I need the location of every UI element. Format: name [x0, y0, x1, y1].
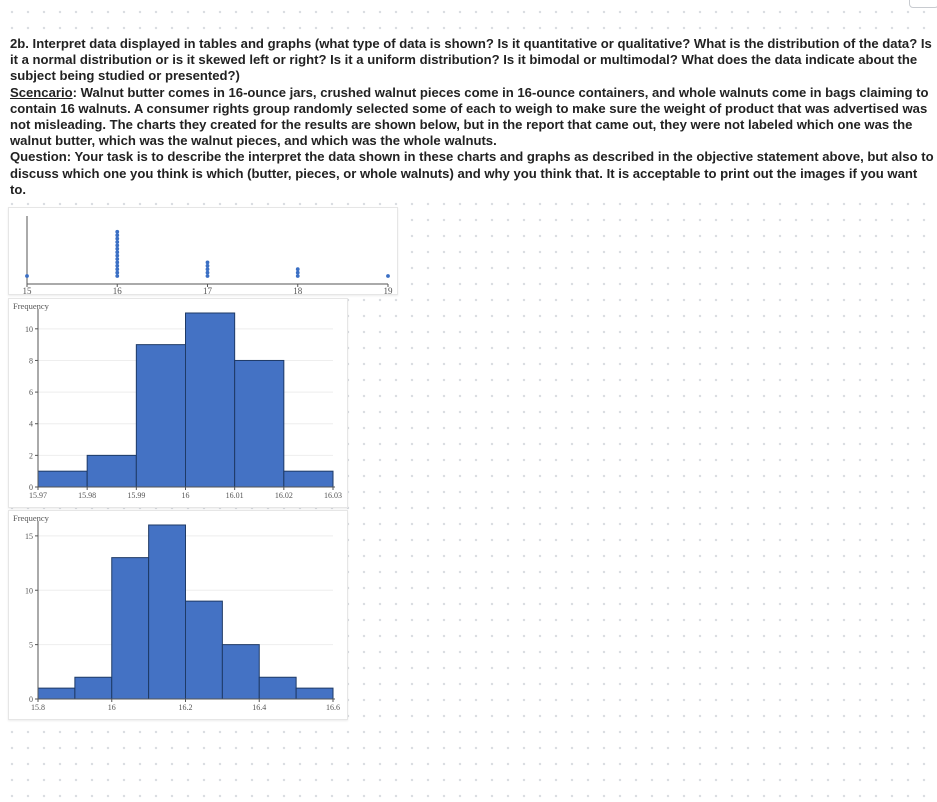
- dotplot-point: [115, 257, 119, 261]
- scenario-label: Scencario: [10, 84, 73, 100]
- hist2-y-tick-label: 0: [29, 695, 33, 704]
- dotplot-tick-label: 18: [293, 286, 303, 294]
- hist1-x-tick-label: 16.03: [324, 491, 342, 500]
- hist1-x-tick-label: 15.98: [78, 491, 97, 500]
- hist1-bar: [284, 471, 333, 487]
- histogram-1-chart: [9, 299, 347, 507]
- dotplot-point: [115, 237, 119, 241]
- dotplot-point: [386, 274, 390, 278]
- scenario-text: : Walnut butter comes in 16-ounce jars, crushed walnut pieces come in 16-ounce containers, and whole walnuts come in bags claiming to contain 16 walnuts. A consumer rights group randomly selected some of each to weigh to make sure the weight of product that was advertised was not misleading. The charts they created for the results are shown below, but in the report that came out, they were not labeled which one was the walnut butter, which was the walnut pieces, and which was the whole walnuts.: [10, 84, 929, 149]
- hist2-x-tick-label: 16.2: [178, 703, 193, 712]
- histogram-1-card: [8, 298, 348, 508]
- task-paragraph: Question: Your task is to describe the interpret the data shown in these charts and graphs as described in the objective statement above, but also to discuss which one you think is which (butter, pieces, or whole walnuts) and why you think that. It is acceptable to print out the images if you want to.: [10, 149, 934, 197]
- hist2-ylabel: Frequency: [13, 513, 49, 523]
- hist1-y-tick-label: 2: [29, 451, 33, 461]
- hist1-bar: [235, 360, 284, 487]
- hist1-bar: [136, 345, 185, 487]
- hist2-bar: [112, 558, 149, 699]
- dotplot-point: [206, 271, 210, 275]
- dotplot-tick-label: 16: [112, 286, 122, 294]
- dotplot-point: [115, 261, 119, 265]
- hist1-bar: [186, 313, 235, 487]
- histogram-2-card: [8, 510, 348, 720]
- hist2-bar: [222, 645, 259, 699]
- hist2-x-tick-label: 16.4: [252, 703, 267, 712]
- dotplot-tick-label: 15: [22, 286, 32, 294]
- dotplot-point: [206, 267, 210, 271]
- hist1-x-tick-label: 15.99: [127, 491, 146, 500]
- dotplot-point: [115, 254, 119, 258]
- hist2-bar: [38, 688, 75, 699]
- hist1-x-tick-label: 16.02: [274, 491, 293, 500]
- hist1-y-tick-label: 0: [29, 483, 33, 492]
- dotplot-point: [115, 250, 119, 254]
- dotplot-point: [115, 264, 119, 268]
- hist1-x-tick-label: 16.01: [225, 491, 244, 500]
- hist2-x-tick-label: 15.8: [31, 703, 45, 712]
- dotplot-point: [296, 271, 300, 275]
- hist2-bar: [75, 677, 112, 699]
- dotplot-chart: [9, 208, 397, 294]
- hist1-bar: [87, 455, 136, 487]
- hist1-bar: [38, 471, 87, 487]
- dotplot-point: [206, 274, 210, 278]
- hist2-y-tick-label: 15: [25, 531, 33, 541]
- dotplot-point: [25, 274, 29, 278]
- dotplot-point: [115, 267, 119, 271]
- hist2-y-tick-label: 5: [29, 640, 33, 650]
- dotplot-point: [115, 230, 119, 234]
- hist1-y-tick-label: 8: [29, 356, 33, 366]
- dotplot-point: [115, 247, 119, 251]
- histogram-2-chart: [9, 511, 347, 719]
- dotplot-point: [115, 240, 119, 244]
- dotplot-point: [115, 244, 119, 248]
- dotplot-point: [296, 267, 300, 271]
- hist1-y-tick-label: 4: [29, 419, 33, 429]
- dotplot-point: [206, 261, 210, 265]
- hist1-ylabel: Frequency: [13, 301, 49, 311]
- dotplot-point: [206, 264, 210, 268]
- hist1-x-tick-label: 16: [181, 491, 190, 500]
- dotplot-point: [115, 233, 119, 237]
- dotplot-point: [115, 274, 119, 278]
- hist1-x-tick-label: 15.97: [29, 491, 47, 500]
- hist2-y-tick-label: 10: [25, 586, 33, 596]
- dotplot-point: [296, 274, 300, 278]
- dotplot-tick-label: 17: [203, 286, 212, 294]
- dotplot-tick-label: 19: [383, 286, 393, 294]
- question-text: [10, 36, 934, 198]
- hist2-bar: [149, 525, 186, 699]
- hist1-y-tick-label: 6: [29, 388, 33, 398]
- scenario-paragraph: [10, 85, 934, 150]
- question-heading: 2b. Interpret data displayed in tables and graphs (what type of data is shown? Is it quantitative or qualitative? What is the distribution of the data? Is it a normal distribution or is it skewed left or right? Is it a uniform distribution? Is it bimodal or multimodal? What does the data indicate about the subject being studied or presented?): [10, 36, 932, 84]
- dotplot-card: [8, 207, 398, 295]
- hist2-bar: [259, 677, 296, 699]
- hist2-x-tick-label: 16.6: [326, 703, 340, 712]
- hist2-bar: [186, 601, 223, 699]
- dotplot-point: [115, 271, 119, 275]
- hist2-x-tick-label: 16: [107, 703, 116, 712]
- corner-button[interactable]: [909, 0, 937, 8]
- hist1-y-tick-label: 10: [25, 324, 33, 334]
- hist2-bar: [296, 688, 333, 699]
